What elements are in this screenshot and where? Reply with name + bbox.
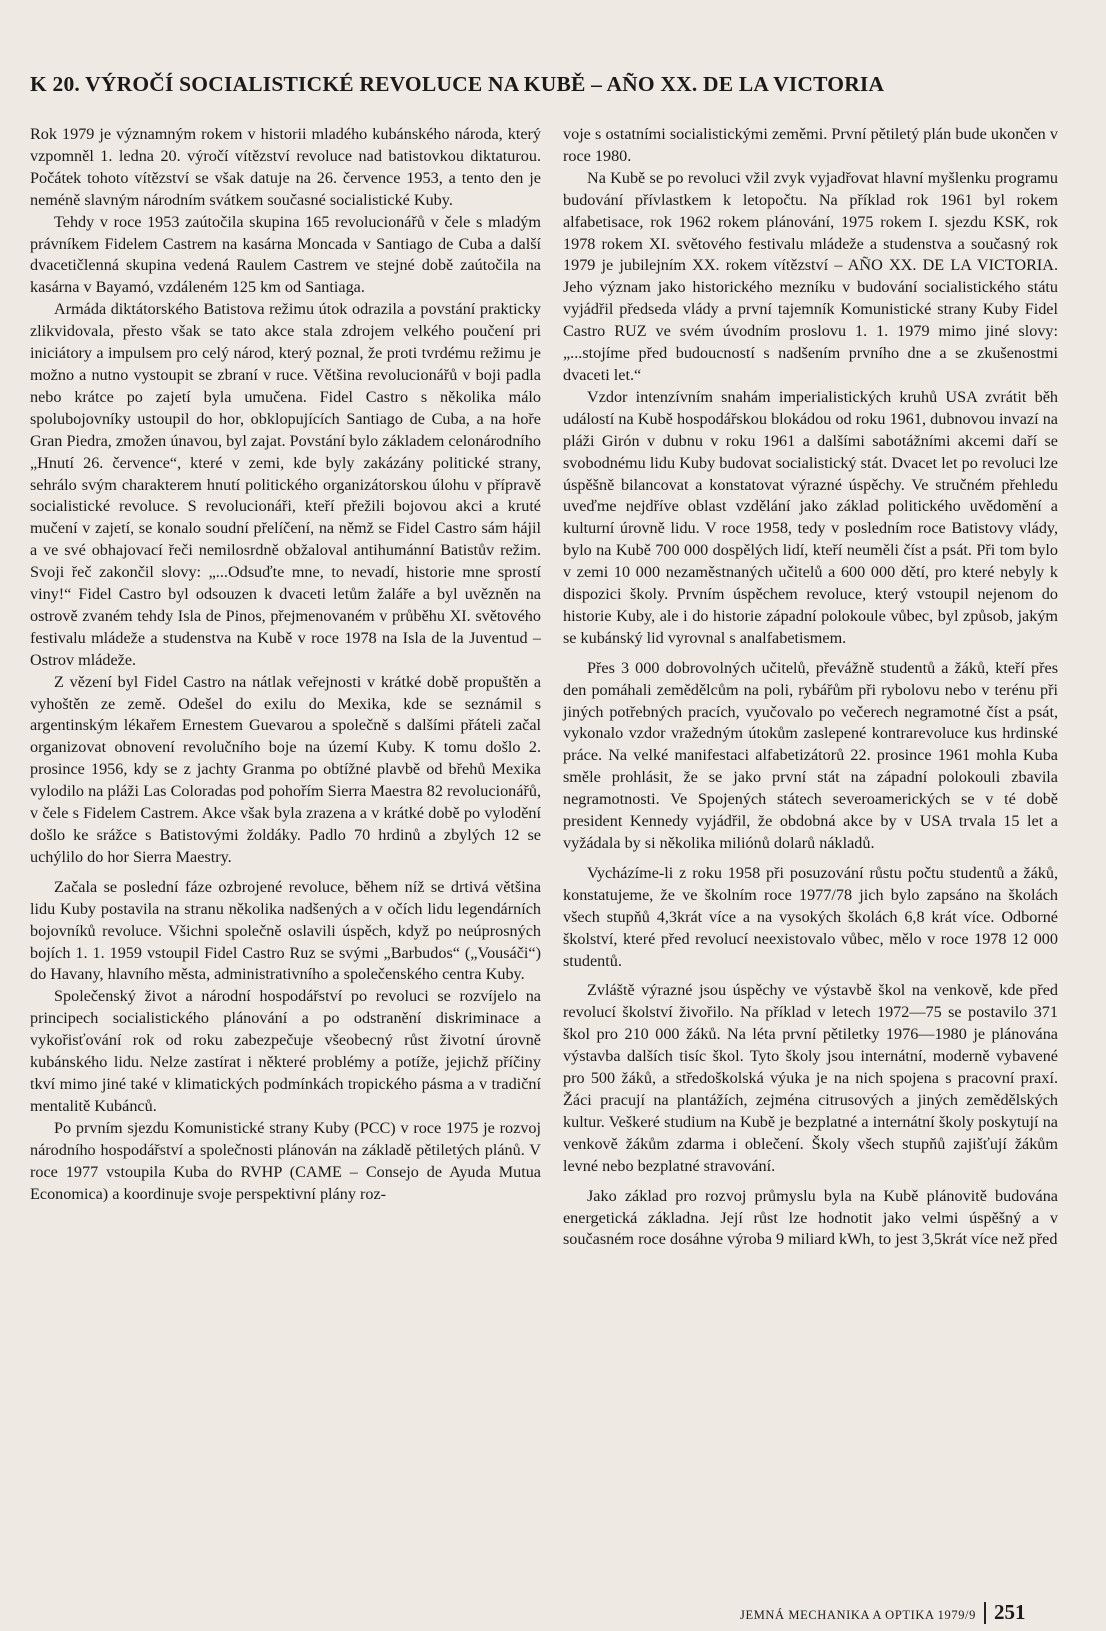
paragraph: Po prvním sjezdu Komunistické strany Kuby (PCC) v roce 1975 je rozvoj národního hospodářství a společnosti plánován na základě pětiletých plánů. V roce 1977 vstoupila Kuba do RVHP (CAME – Consejo de Ayuda Mutua Economica) a koordinuje svoje perspektivní plány roz- — [30, 1118, 541, 1203]
paragraph: voje s ostatními socialistickými zeměmi. První pětiletý plán bude ukončen v roce 1980. — [563, 125, 1058, 165]
paragraph: Začala se poslední fáze ozbrojené revoluce, během níž se drtivá většina lidu Kuby postavila na stranu několika nadšených a v očích lidu legendárních bojovníků revoluce. Všichni společně oslavili úspěch, když po neúprosných bojích 1. 1. 1959 vstoupil Fidel Castro Ruz se svými „Barbudos“ („Vousáči“) do Havany, hlavního města, administrativního a společenského centra Kuby. — [30, 877, 541, 984]
paragraph: Rok 1979 je významným rokem v historii mladého kubánského národa, který vzpomněl 1. ledna 20. výročí vítězství revoluce nad batistovkou diktaturou. Počátek tohoto vítězství se však datuje na 26. července 1953, a tento den je neméně slavným národním svátkem současné socialistické Kuby. — [30, 125, 541, 209]
paragraph: Jako základ pro rozvoj průmyslu byla na Kubě plánovitě budována energetická základna. Její růst lze hodnotit jako velmi úspěšný a v současném roce dosáhne výroba 9 miliard kWh, to jest 3,5krát více než před — [563, 1186, 1058, 1249]
paragraph: Na Kubě se po revoluci vžil zvyk vyjadřovat hlavní myšlenku programu budování přívlastkem k letopočtu. Na příklad rok 1961 byl rokem alfabetisace, rok 1962 rokem plánování, 1975 rokem I. sjezdu KSK, rok 1978 rokem XI. světového festivalu mládeže a studenstva a současný rok 1979 je jubilejním XX. rokem vítězství – AÑO XX. DE LA VICTORIA. Jeho význam jako historického mezníku v budování socialistického státu vyjádřil předseda vlády a první tajemník Komunistické strany Kuby Fidel Castro RUZ ve svém úvodním proslovu 1. 1. 1979 mimo jiné slovy: „...stojíme před budoucností s nadšením prvního dne a se zkušenostmi dvaceti let.“ — [563, 168, 1058, 384]
paragraph: Přes 3 000 dobrovolných učitelů, převážně studentů a žáků, kteří přes den pomáhali zemědělcům na poli, rybářům při rybolovu nebo v terénu při jiných potřebných pracích, vyučovalo po večerech negramotné číst a psát, vykonalo vzdor vražedným útokům zaslepené kontrarevoluce kus hrdinské práce. Na velké manifestaci alfabetizátorů 22. prosince 1961 mohla Kuba směle prohlásit, že se jako první stát na západní polokouli zbavila negramotnosti. Ve Spojených státech severoamerických se v té době president Kennedy vyjádřil, že obdobná akce by v USA trvala 15 let a vyžádala by si několika miliónů dolarů nákladů. — [563, 658, 1058, 852]
article-title: K 20. VÝROČÍ SOCIALISTICKÉ REVOLUCE NA KUBĚ – AÑO XX. DE LA VICTORIA — [30, 72, 885, 96]
page-number: 251 — [993, 1600, 1026, 1624]
paragraph: Tehdy v roce 1953 zaútočila skupina 165 revolucionářů v čele s mladým právníkem Fidelem Castrem na kasárna Moncada v Santiago de Cuba a další dvacetičlenná skupina vedená Raulem Castrem ve stejné době zaútočila na kasárna v Bayamó, vzdáleném 125 km od Santiaga. — [30, 212, 541, 297]
paragraph: Armáda diktátorského Batistova režimu útok odrazila a povstání prakticky zlikvidovala, přesto však se tato akce stala zdrojem velkého poučení pri iniciátory a impulsem pro celý národ, který poznal, že proti tvrdému režimu je možno a nutno vystoupit se zbraní v ruce. Většina revolucionářů v boji padla nebo krátce po zajetí byla umučena. Fidel Castro s několika málo spolubojovníky ustoupil do hor, obklopujících Santiago de Cuba, a na hoře Gran Piedra, zmožen únavou, byl zajat. Povstání bylo základem celonárodního „Hnutí 26. července“, které v zemi, kde byly zakázány politické strany, sehrálo svým charakterem hnutí politického organizátorskou úlohu v přípravě socialistické revoluce. S revolucionáři, kteří přežili bojovou akci a kruté mučení v zajetí, se konalo soudní přelíčení, na němž se Fidel Castro sám hájil a ve své obhajovací řeči nemilosrdně obžaloval antihumánní Batistův režim. Svoji řeč zakončil slovy: „...Odsuďte mne, to nevadí, historie mne sprostí viny!“ Fidel Castro byl odsouzen k dvaceti letům žaláře a byl uvězněn na ostrově zvaném tehdy Isla de Pinos, přejmenovaném v průběhu XI. světového festivalu mládeže a studenstva na Kubě v roce 1978 na Isla de la Juventud – Ostrov mládeže. — [30, 300, 541, 669]
left-column — [30, 124, 541, 1205]
paragraph: Z vězení byl Fidel Castro na nátlak veřejnosti v krátké době propuštěn a vyhoštěn ze země. Odešel do exilu do Mexika, kde se seznámil s argentinským lékařem Ernestem Guevarou a společně s dalšími přáteli začal organizovat obnovení revolučního boje na území Kuby. K tomu došlo 2. prosince 1956, kdy se z jachty Granma po obtížné plavbě od břehů Mexika vylodilo na pláži Las Coloradas pod pohořím Sierra Maestra 82 revolucionářů, v čele s Fidelem Castrem. Akce však byla zrazena a v krátké době po vylodění došlo ke srážce s Batistovými žoldáky. Padlo 70 hrdinů a zbylých 12 se uchýlilo do hor Sierra Maestry. — [30, 672, 541, 866]
paragraph: Vzdor intenzívním snahám imperialistických kruhů USA zvrátit běh událostí na Kubě hospodářskou blokádou od roku 1961, dubnovou invazí na pláži Girón v dubnu v roku 1961 a dalšími sabotážními akcemi daří se svobodnému lidu Kuby budovat socialistický stát. Dvacet let po revoluci lze úspěšně bilancovat a konstatovat výrazné úspěchy. Ve stručném přehledu uveďme nejdříve oblast vzdělání jako základ politického uvědomění a kulturní úrovně lidu. V roce 1958, tedy v posledním roce Batistovy vlády, bylo na Kubě 700 000 dospělých lidí, kteří neuměli číst a psát. Při tom bylo v zemi 10 000 nezaměstnaných učitelů a 600 000 dětí, pro které nebyly k dispozici školy. Prvním úspěchem revoluce, který vstoupil nejenom do historie Kuby, ale i do historie západní polokoule vůbec, byl způsob, jakým se kubánský lid vyrovnal s analfabetismem. — [563, 387, 1058, 647]
footer-divider — [984, 1602, 986, 1624]
right-column — [563, 124, 1058, 1251]
paragraph: Vycházíme-li z roku 1958 při posuzování růstu počtu studentů a žáků, konstatujeme, že ve školním roce 1977/78 jich bylo zapsáno na školách všech stupňů 4,3krát více a na vysokých školách 6,8 krát více. Odborné školství, které před revolucí neexistovalo vůbec, mělo v roce 1978 12 000 studentů. — [563, 863, 1058, 970]
paragraph: Společenský život a národní hospodářství po revoluci se rozvíjelo na principech socialistického plánování a po odstranění diskriminace a vykořisťování rok od roku zabezpečuje všeobecný růst životní úrovně kubánského lidu. Nelze zastírat i některé problémy a potíže, jejichž příčiny tkví mimo jiné také v klimatických podmínkách tropického pásma a v tradiční mentalitě Kubánců. — [30, 987, 541, 1115]
paragraph: Zvláště výrazné jsou úspěchy ve výstavbě škol na venkově, kde před revolucí školství živořilo. Na příklad v letech 1972—75 se postavilo 371 škol pro 210 000 žáků. Na léta první pětiletky 1976—1980 je plánována výstavba dalších tisíc škol. Tyto školy jsou internátní, moderně vybavené pro 500 žáků, a středoškolská výuka je na nich spojena s pracovní praxí. Žáci pracují na plantážích, zejména citrusových a jiných zemědělských kultur. Veškeré studium na Kubě je bezplatné a internátní školy poskytují na venkově žákům zdarma i oblečení. Školy všech stupňů zajišťují žákům levné nebo bezplatné stravování. — [563, 981, 1058, 1175]
journal-name: JEMNÁ MECHANIKA A OPTIKA 1979/9 — [740, 1608, 976, 1622]
page-footer — [740, 1597, 1080, 1625]
